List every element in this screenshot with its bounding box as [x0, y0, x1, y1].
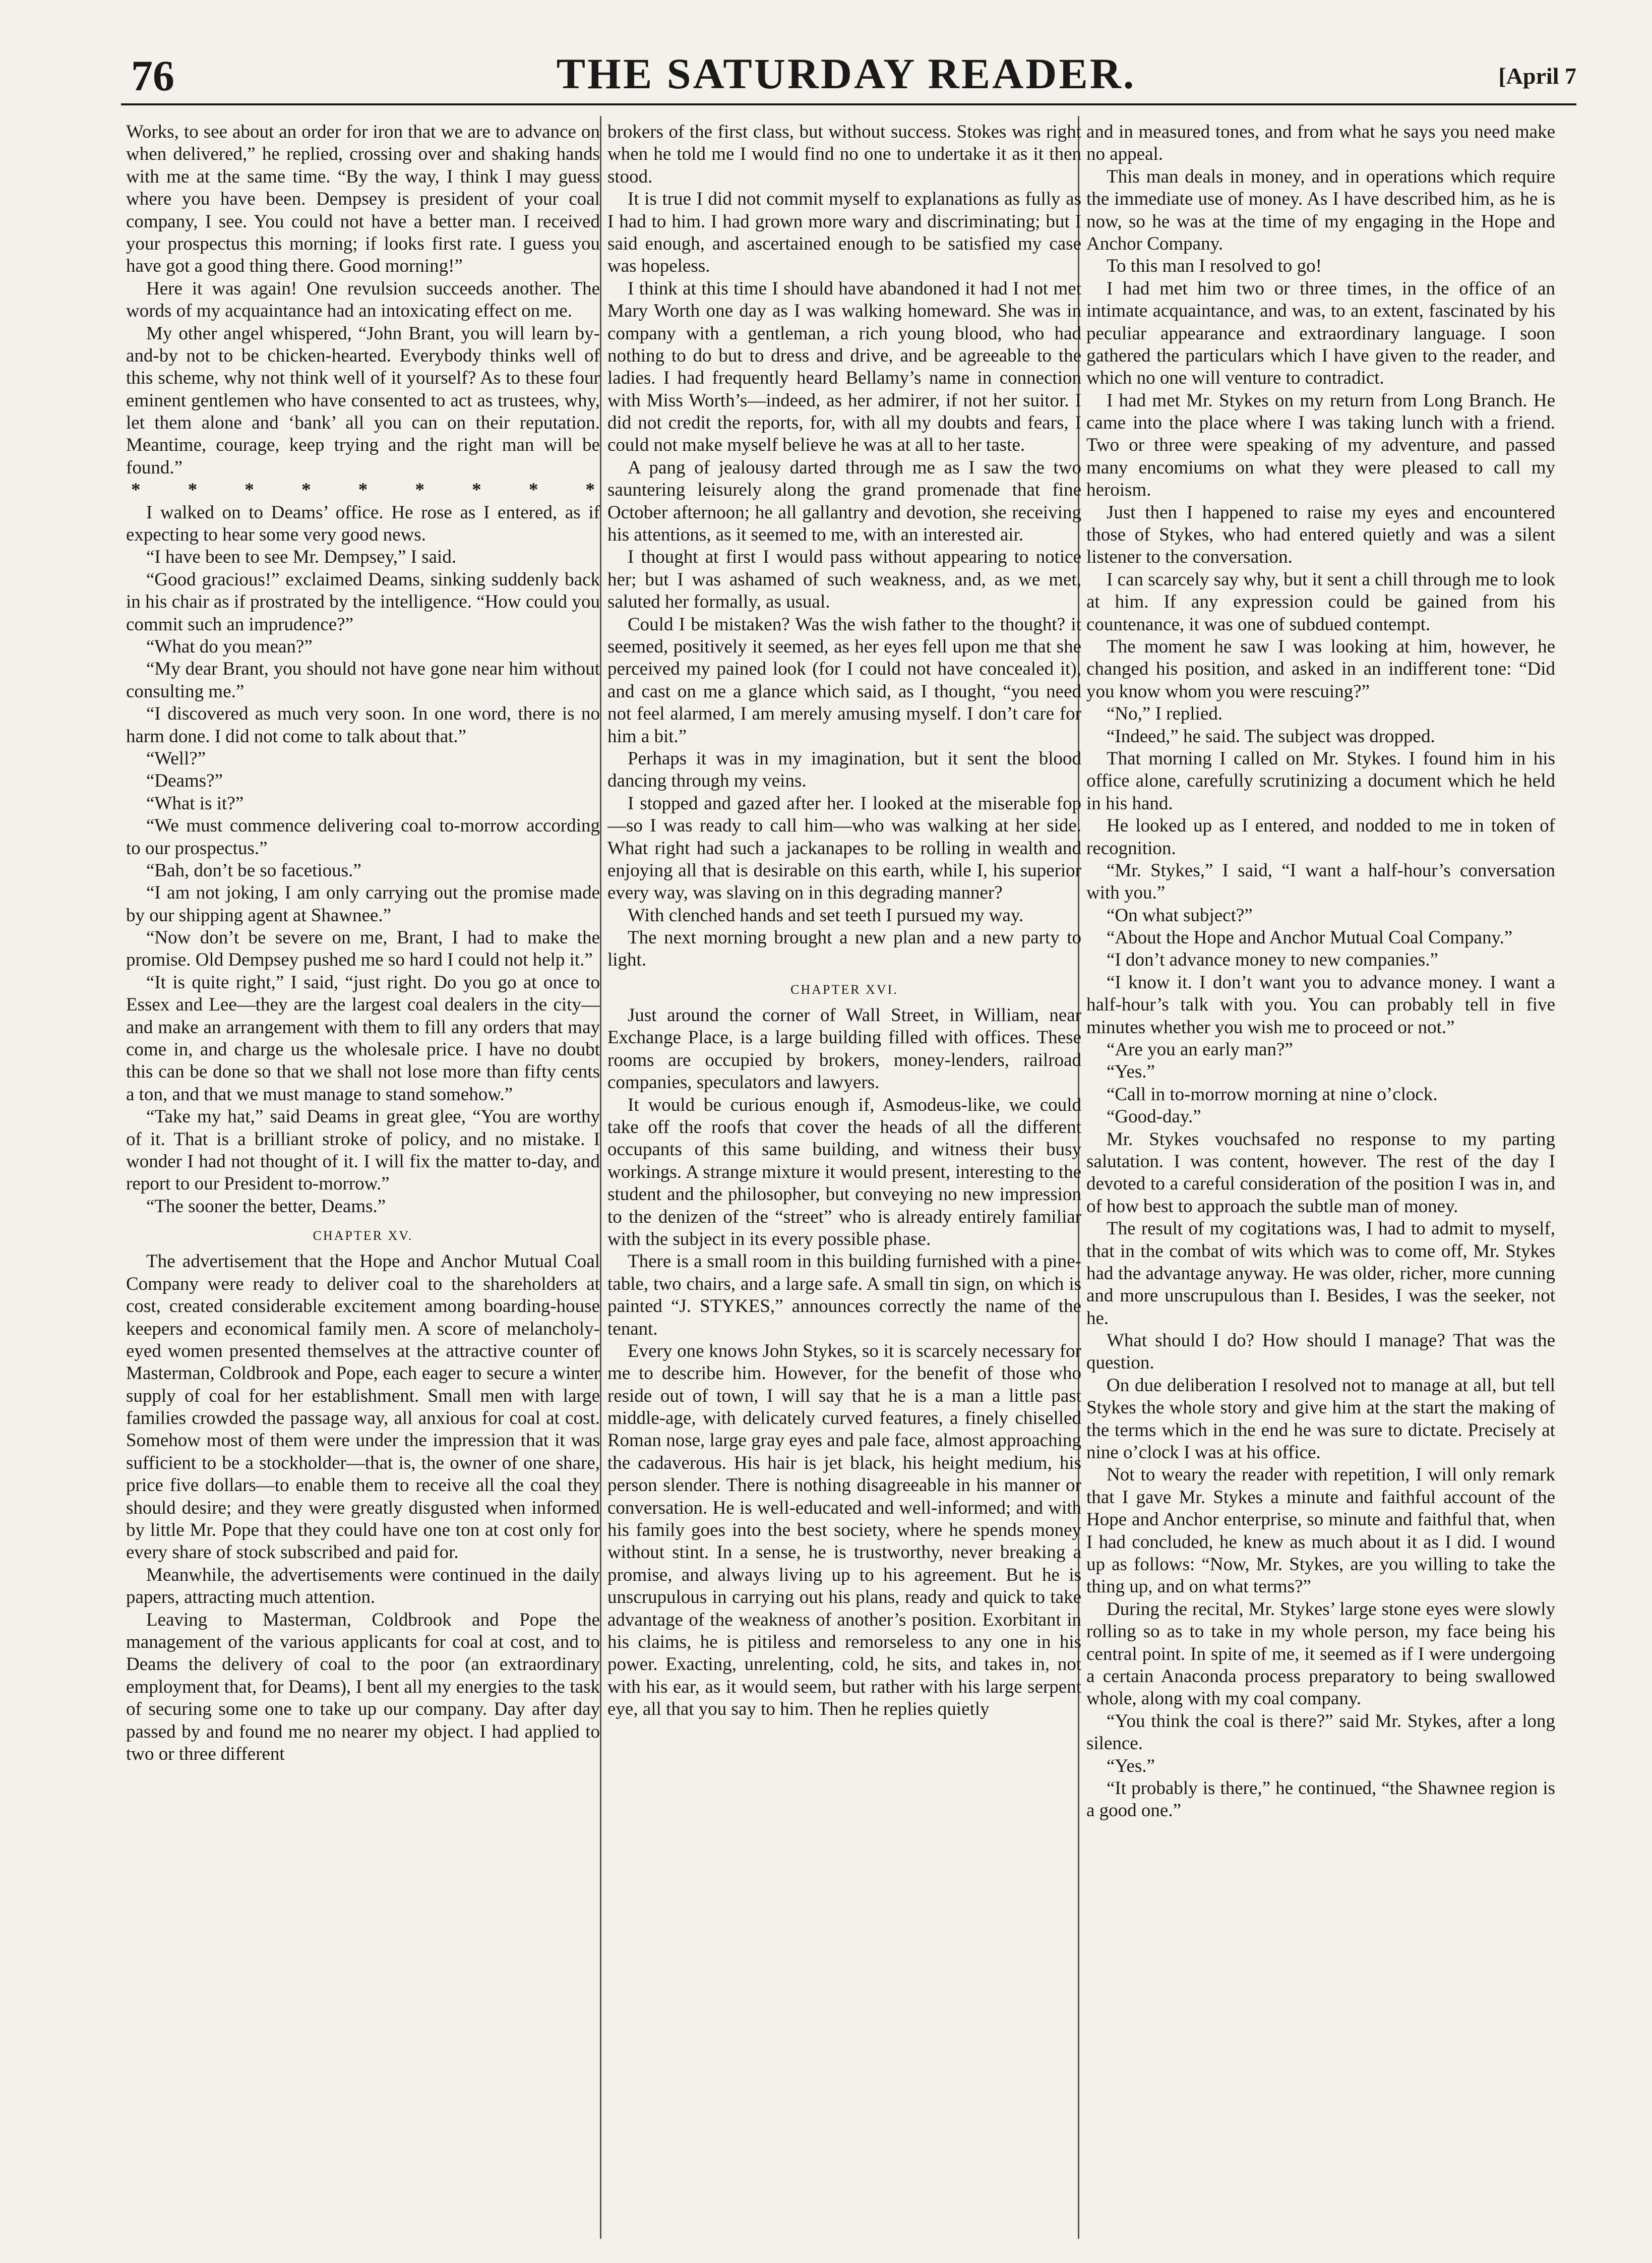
paragraph: Just around the corner of Wall Street, in William, near Exchange Place, is a large building filled with offices. These rooms are occupied by brokers, money-lenders, railroad companies, speculators and lawyers. [607, 1005, 1081, 1093]
paragraph: Works, to see about an order for iron that we are to advance on when delivered,” he replied, crossing over and shaking hands with me at the same time. “By the way, I think I may guess where you have been. Dempsey is president of your coal company, I see. You could not have a better man. I received your prospectus this morning; if looks first rate. I guess you have got a good thing there. Good morning!” [126, 122, 600, 277]
issue-date: [April 7 [1498, 63, 1576, 89]
column-divider [600, 116, 601, 2239]
paragraph: “Call in to-morrow morning at nine o’clock. [1107, 1084, 1438, 1105]
paragraph: “Mr. Stykes,” I said, “I want a half-hour’s conversation with you.” [1086, 860, 1555, 904]
paragraph: “My dear Brant, you should not have gone near him without consulting me.” [126, 659, 600, 702]
paragraph: “We must commence delivering coal to-morrow according to our prospectus.” [126, 815, 600, 859]
paragraph: It would be curious enough if, Asmodeus-like, we could take off the roofs that cover the heads of all the different occupants of this same building, and witness their busy workings. A strange mixture it would present, interesting to the student and the philosopher, but conveying no new impression to the denizen of the “street” who is already entirely familiar with the subject in its every possible phase. [607, 1094, 1081, 1249]
paragraph: Here it was again! One revulsion succeeds another. The words of my acquaintance had an intoxicating effect on me. [126, 278, 600, 322]
paragraph: “Indeed,” he said. The subject was dropped. [1107, 726, 1435, 747]
paragraph: Could I be mistaken? Was the wish father to the thought? it seemed, positively it seemed, as her eyes fell upon me that she perceived my pained look (for I could not have concealed it), and cast on me a glance which said, as I thought, “you need not feel alarmed, I am merely amusing myself. I don’t care for him a bit.” [607, 614, 1081, 747]
chapter-heading: CHAPTER XVI. [790, 982, 898, 997]
paragraph: This man deals in money, and in operations which require the immediate use of money. As I have described him, as he is now, so he was at the time of my engaging in the Hope and Anchor Company. [1086, 166, 1555, 254]
paragraph: “Are you an early man?” [1107, 1039, 1293, 1060]
paragraph: I had met him two or three times, in the office of an intimate acquaintance, and was, to an extent, fascinated by his peculiar appearance and extraordinary language. I soon gathered the particulars which I have given to the reader, and which no one will venture to contradict. [1086, 278, 1555, 389]
paragraph: To this man I resolved to go! [1107, 256, 1322, 277]
paragraph: I stopped and gazed after her. I looked at the miserable fop—so I was ready to call him—who was walking at her side. What right had such a jackanapes to be rolling in wealth and enjoying all that is desirable on this earth, while I, his superior every way, was slaving on in this degrading manner? [607, 793, 1081, 904]
paragraph: Mr. Stykes vouchsafed no response to my parting salutation. I was content, however. The rest of the day I devoted to a careful consideration of the position I was in, and of how best to approach the subtle man of money. [1086, 1128, 1555, 1217]
paragraph: “Yes.” [1107, 1755, 1155, 1776]
chapter-heading: CHAPTER XV. [313, 1228, 413, 1243]
paragraph: The advertisement that the Hope and Anchor Mutual Coal Company were ready to deliver coal to the shareholders at cost, created considerable excitement among boarding-house keepers and economical family men. A score of melancholy-eyed women presented themselves at the attractive counter of Masterman, Coldbrook and Pope, each eager to secure a winter supply of coal for her establishment. Small men with large families crowded the passage way, all anxious for coal at cost. Somehow most of them were under the impression that it was sufficient to be a stockholder—that is, the owner of one share, price five dollars—to enable them to receive all the coal they should desire; and they were greatly disgusted when informed by little Mr. Pope that they could have one ton at cost only for every share of stock subscribed and paid for. [126, 1251, 600, 1563]
paragraph: A pang of jealousy darted through me as I saw the two sauntering leisurely along the grand promenade that fine October afternoon; he all gallantry and devotion, she receiving his attentions, as it seemed to me, with an interested air. [607, 457, 1081, 546]
paragraph: “About the Hope and Anchor Mutual Coal Company.” [1107, 927, 1513, 948]
paragraph: brokers of the first class, but without success. Stokes was right when he told me I would find no one to undertake it as it then stood. [607, 122, 1081, 187]
page-number: 76 [131, 51, 174, 100]
paragraph: Not to weary the reader with repetition, I will only remark that I gave Mr. Stykes a minute and faithful account of the Hope and Anchor enterprise, so minute and faithful that, when I had concluded, he knew as much about it as I did. I wound up as follows: “Now, Mr. Stykes, are you willing to take the thing up, and on what terms?” [1086, 1464, 1555, 1597]
column-1 [126, 121, 600, 2239]
paragraph: I thought at first I would pass without appearing to notice her; but I was ashamed of such weakness, and, as we met, saluted her formally, as usual. [607, 547, 1081, 613]
paragraph: “Good gracious!” exclaimed Deams, sinking suddenly back in his chair as if prostrated by the intelligence. “How could you commit such an imprudence?” [126, 569, 600, 635]
paragraph: “Yes.” [1107, 1061, 1155, 1083]
paragraph: “I am not joking, I am only carrying out the promise made by our shipping agent at Shawnee.” [126, 882, 600, 926]
paragraph: “Good-day.” [1107, 1106, 1201, 1127]
paragraph: “Bah, don’t be so facetious.” [146, 860, 361, 881]
paragraph: With clenched hands and set teeth I pursued my way. [628, 905, 1024, 926]
paragraph: “Deams?” [146, 770, 223, 792]
paragraph: “It is quite right,” I said, “just right. Do you go at once to Essex and Lee—they are the largest coal dealers in the city—and make an arrangement with them to fill any orders that may come in, and charge us the wholesale price. I have no doubt this can be done so that we shall not lose more than fifty cents a ton, and that we must manage to stand somehow.” [126, 972, 600, 1105]
paragraph: I think at this time I should have abandoned it had I not met Mary Worth one day as I was walking homeward. She was in company with a gentleman, a rich young blood, who had nothing to do but to dress and drive, and be agreeable to the ladies. I had frequently heard Bellamy’s name in connection with Miss Worth’s—indeed, as her admirer, if not her suitor. I did not credit the reports, for, with all my doubts and fears, I could not make myself believe he was at all to her taste. [607, 278, 1081, 456]
paragraph: On due deliberation I resolved not to manage at all, but tell Stykes the whole story and give him at the start the making of the terms which in the end he was sure to dictate. Precisely at nine o’clock I was at his office. [1086, 1375, 1555, 1463]
paragraph: “Well?” [146, 748, 206, 769]
paragraph: “You think the coal is there?” said Mr. Stykes, after a long silence. [1086, 1710, 1555, 1754]
section-break: * * * * * * * * * [131, 480, 595, 501]
paragraph: Just then I happened to raise my eyes and encountered those of Stykes, who had entered quietly and was a silent listener to the conversation. [1086, 502, 1555, 568]
paragraph: I had met Mr. Stykes on my return from Long Branch. He came into the place where I was taking lunch with a friend. Two or three were speaking of my adventure, and passed many encomiums on what they were pleased to call my heroism. [1086, 390, 1555, 501]
paragraph: Meanwhile, the advertisements were continued in the daily papers, attracting much attention. [126, 1564, 600, 1608]
column-3 [1086, 121, 1555, 2239]
paragraph: “No,” I replied. [1107, 703, 1223, 725]
paragraph: “Now don’t be severe on me, Brant, I had to make the promise. Old Dempsey pushed me so hard I could not help it.” [126, 927, 600, 971]
paragraph: My other angel whispered, “John Brant, you will learn by-and-by not to be chicken-hearted. Everybody thinks well of this scheme, why not think well of it yourself? As to these four eminent gentlemen who have consented to act as trustees, why, let them alone and ‘bank’ all you can on their reputation. Meantime, courage, keep trying and the right man will be found.” [126, 323, 600, 478]
paragraph: He looked up as I entered, and nodded to me in token of recognition. [1086, 815, 1555, 859]
page-header [116, 45, 1576, 116]
paragraph: There is a small room in this building furnished with a pine-table, two chairs, and a large safe. A small tin sign, on which is painted “J. STYKES,” announces correctly the name of the tenant. [607, 1251, 1081, 1339]
paragraph: It is true I did not commit myself to explanations as fully as I had to him. I had grown more wary and discriminating; but I said enough, and ascertained enough to be satisfied my case was hopeless. [607, 189, 1081, 277]
paragraph: I walked on to Deams’ office. He rose as I entered, as if expecting to hear some very good news. [126, 502, 600, 546]
header-rule [121, 103, 1576, 105]
paragraph: That morning I called on Mr. Stykes. I found him in his office alone, carefully scrutinizing a document which he held in his hand. [1086, 748, 1555, 814]
paragraph: “What is it?” [146, 793, 244, 814]
paragraph: Every one knows John Stykes, so it is scarcely necessary for me to describe him. However, for the benefit of those who reside out of town, I will say that he is a man a little past middle-age, with delicately curved features, a finely chiselled Roman nose, large gray eyes and pale face, almost approaching the cadaverous. His hair is jet black, his height medium, his person slender. There is nothing disagreeable in his manner or conversation. He is well-educated and well-informed; and with his family goes into the best society, where he spends money without stint. In a sense, he is trustworthy, never breaking a promise, and always living up to his agreement. But he is unscrupulous in carrying out his plans, ready and quick to take advantage of the weakness of another’s position. Exorbitant in his claims, he is pitiless and remorseless to any one in his power. Exacting, unrelenting, cold, he sits, and takes in, not with his ear, as it would seem, but rather with his large serpent eye, all that you say to him. Then he replies quietly [607, 1340, 1081, 1720]
paragraph: “I discovered as much very soon. In one word, there is no harm done. I did not come to talk about that.” [126, 703, 600, 747]
paragraph: “I have been to see Mr. Dempsey,” I said. [146, 547, 457, 568]
paragraph: I can scarcely say why, but it sent a chill through me to look at him. If any expression could be gained from his countenance, it was one of subdued contempt. [1086, 569, 1555, 635]
paragraph: “I know it. I don’t want you to advance money. I want a half-hour’s talk with you. You can probably tell in five minutes whether you wish me to proceed or not.” [1086, 972, 1555, 1038]
paragraph: “Take my hat,” said Deams in great glee, “You are worthy of it. That is a brilliant stroke of policy, and no mistake. I wonder I had not thought of it. I will fix the matter to-day, and report to our President to-morrow.” [126, 1106, 600, 1195]
paragraph: “I don’t advance money to new companies.” [1107, 949, 1438, 971]
paragraph: Perhaps it was in my imagination, but it sent the blood dancing through my veins. [607, 748, 1081, 792]
paragraph: “On what subject?” [1107, 905, 1253, 926]
running-title: THE SATURDAY READER. [556, 49, 1136, 98]
paragraph: The next morning brought a new plan and a new party to light. [607, 927, 1081, 971]
paragraph: “What do you mean?” [146, 636, 313, 657]
paragraph: During the recital, Mr. Stykes’ large stone eyes were slowly rolling so as to take in my whole person, my face being his central point. In spite of me, it seemed as if I were undergoing a certain Anaconda process preparatory to being swallowed whole, along with my coal company. [1086, 1598, 1555, 1709]
paragraph: “It probably is there,” he continued, “the Shawnee region is a good one.” [1086, 1777, 1555, 1821]
column-2 [607, 121, 1081, 2239]
paragraph: “The sooner the better, Deams.” [146, 1196, 386, 1217]
paragraph: Leaving to Masterman, Coldbrook and Pope the management of the various applicants for coal at cost, and to Deams the delivery of coal to the poor (an extraordinary employment that, for Deams), I bent all my energies to the task of securing some one to take up our company. Day after day passed by and found me no nearer my object. I had applied to two or three different [126, 1609, 600, 1764]
paragraph: What should I do? How should I manage? That was the question. [1086, 1330, 1555, 1374]
paragraph: The moment he saw I was looking at him, however, he changed his position, and asked in an indifferent tone: “Did you know whom you were rescuing?” [1086, 636, 1555, 702]
paragraph: The result of my cogitations was, I had to admit to myself, that in the combat of wits which was to come off, Mr. Stykes had the advantage anyway. He was older, richer, more cunning and more unscrupulous than I. Besides, I was the seeker, not he. [1086, 1218, 1555, 1329]
paragraph: and in measured tones, and from what he says you need make no appeal. [1086, 122, 1555, 165]
